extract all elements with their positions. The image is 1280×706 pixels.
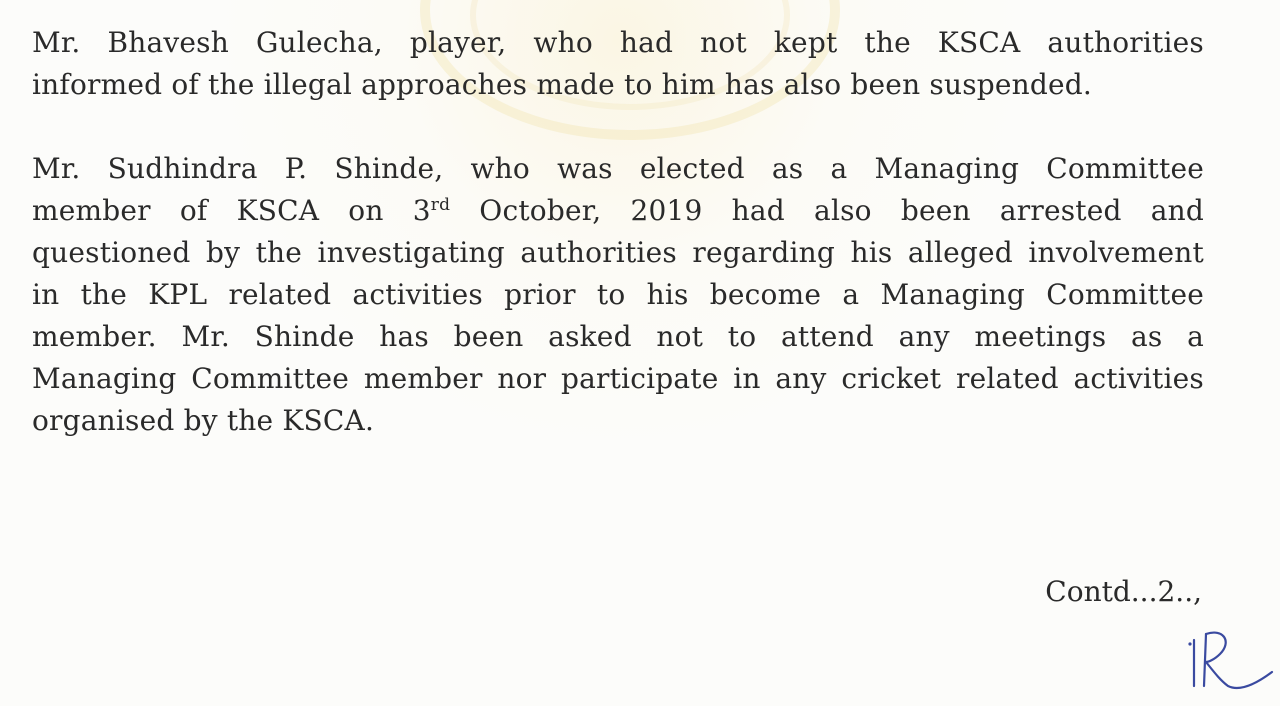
ordinal-suffix: rd: [430, 195, 451, 215]
continuation-marker: Contd...2..,: [1045, 575, 1202, 608]
paragraph-shinde: [32, 148, 1204, 442]
text-line: questioned by the investigating authorities regarding his alleged involvement: [32, 236, 1204, 269]
text-line: informed of the illegal approaches made to him has also been suspended.: [32, 68, 1093, 101]
text-line: in the KPL related activities prior to his become a Managing Committee: [32, 278, 1204, 311]
text-line-with-date: [32, 190, 1204, 232]
text-segment: October, 2019 had also been arrested and: [450, 194, 1205, 227]
text-line: Managing Committee member nor participate in any cricket related activities: [32, 362, 1204, 395]
text-segment: member of KSCA on 3: [32, 194, 431, 227]
text-line: Mr. Sudhindra P. Shinde, who was elected as a Managing Committee: [32, 152, 1204, 185]
paragraph-gulecha: [32, 22, 1204, 106]
text-line: organised by the KSCA.: [32, 404, 375, 437]
text-line: Mr. Bhavesh Gulecha, player, who had not kept the KSCA authorities: [32, 26, 1204, 59]
signature-icon: [1180, 620, 1276, 700]
text-line: member. Mr. Shinde has been asked not to attend any meetings as a: [32, 320, 1204, 353]
